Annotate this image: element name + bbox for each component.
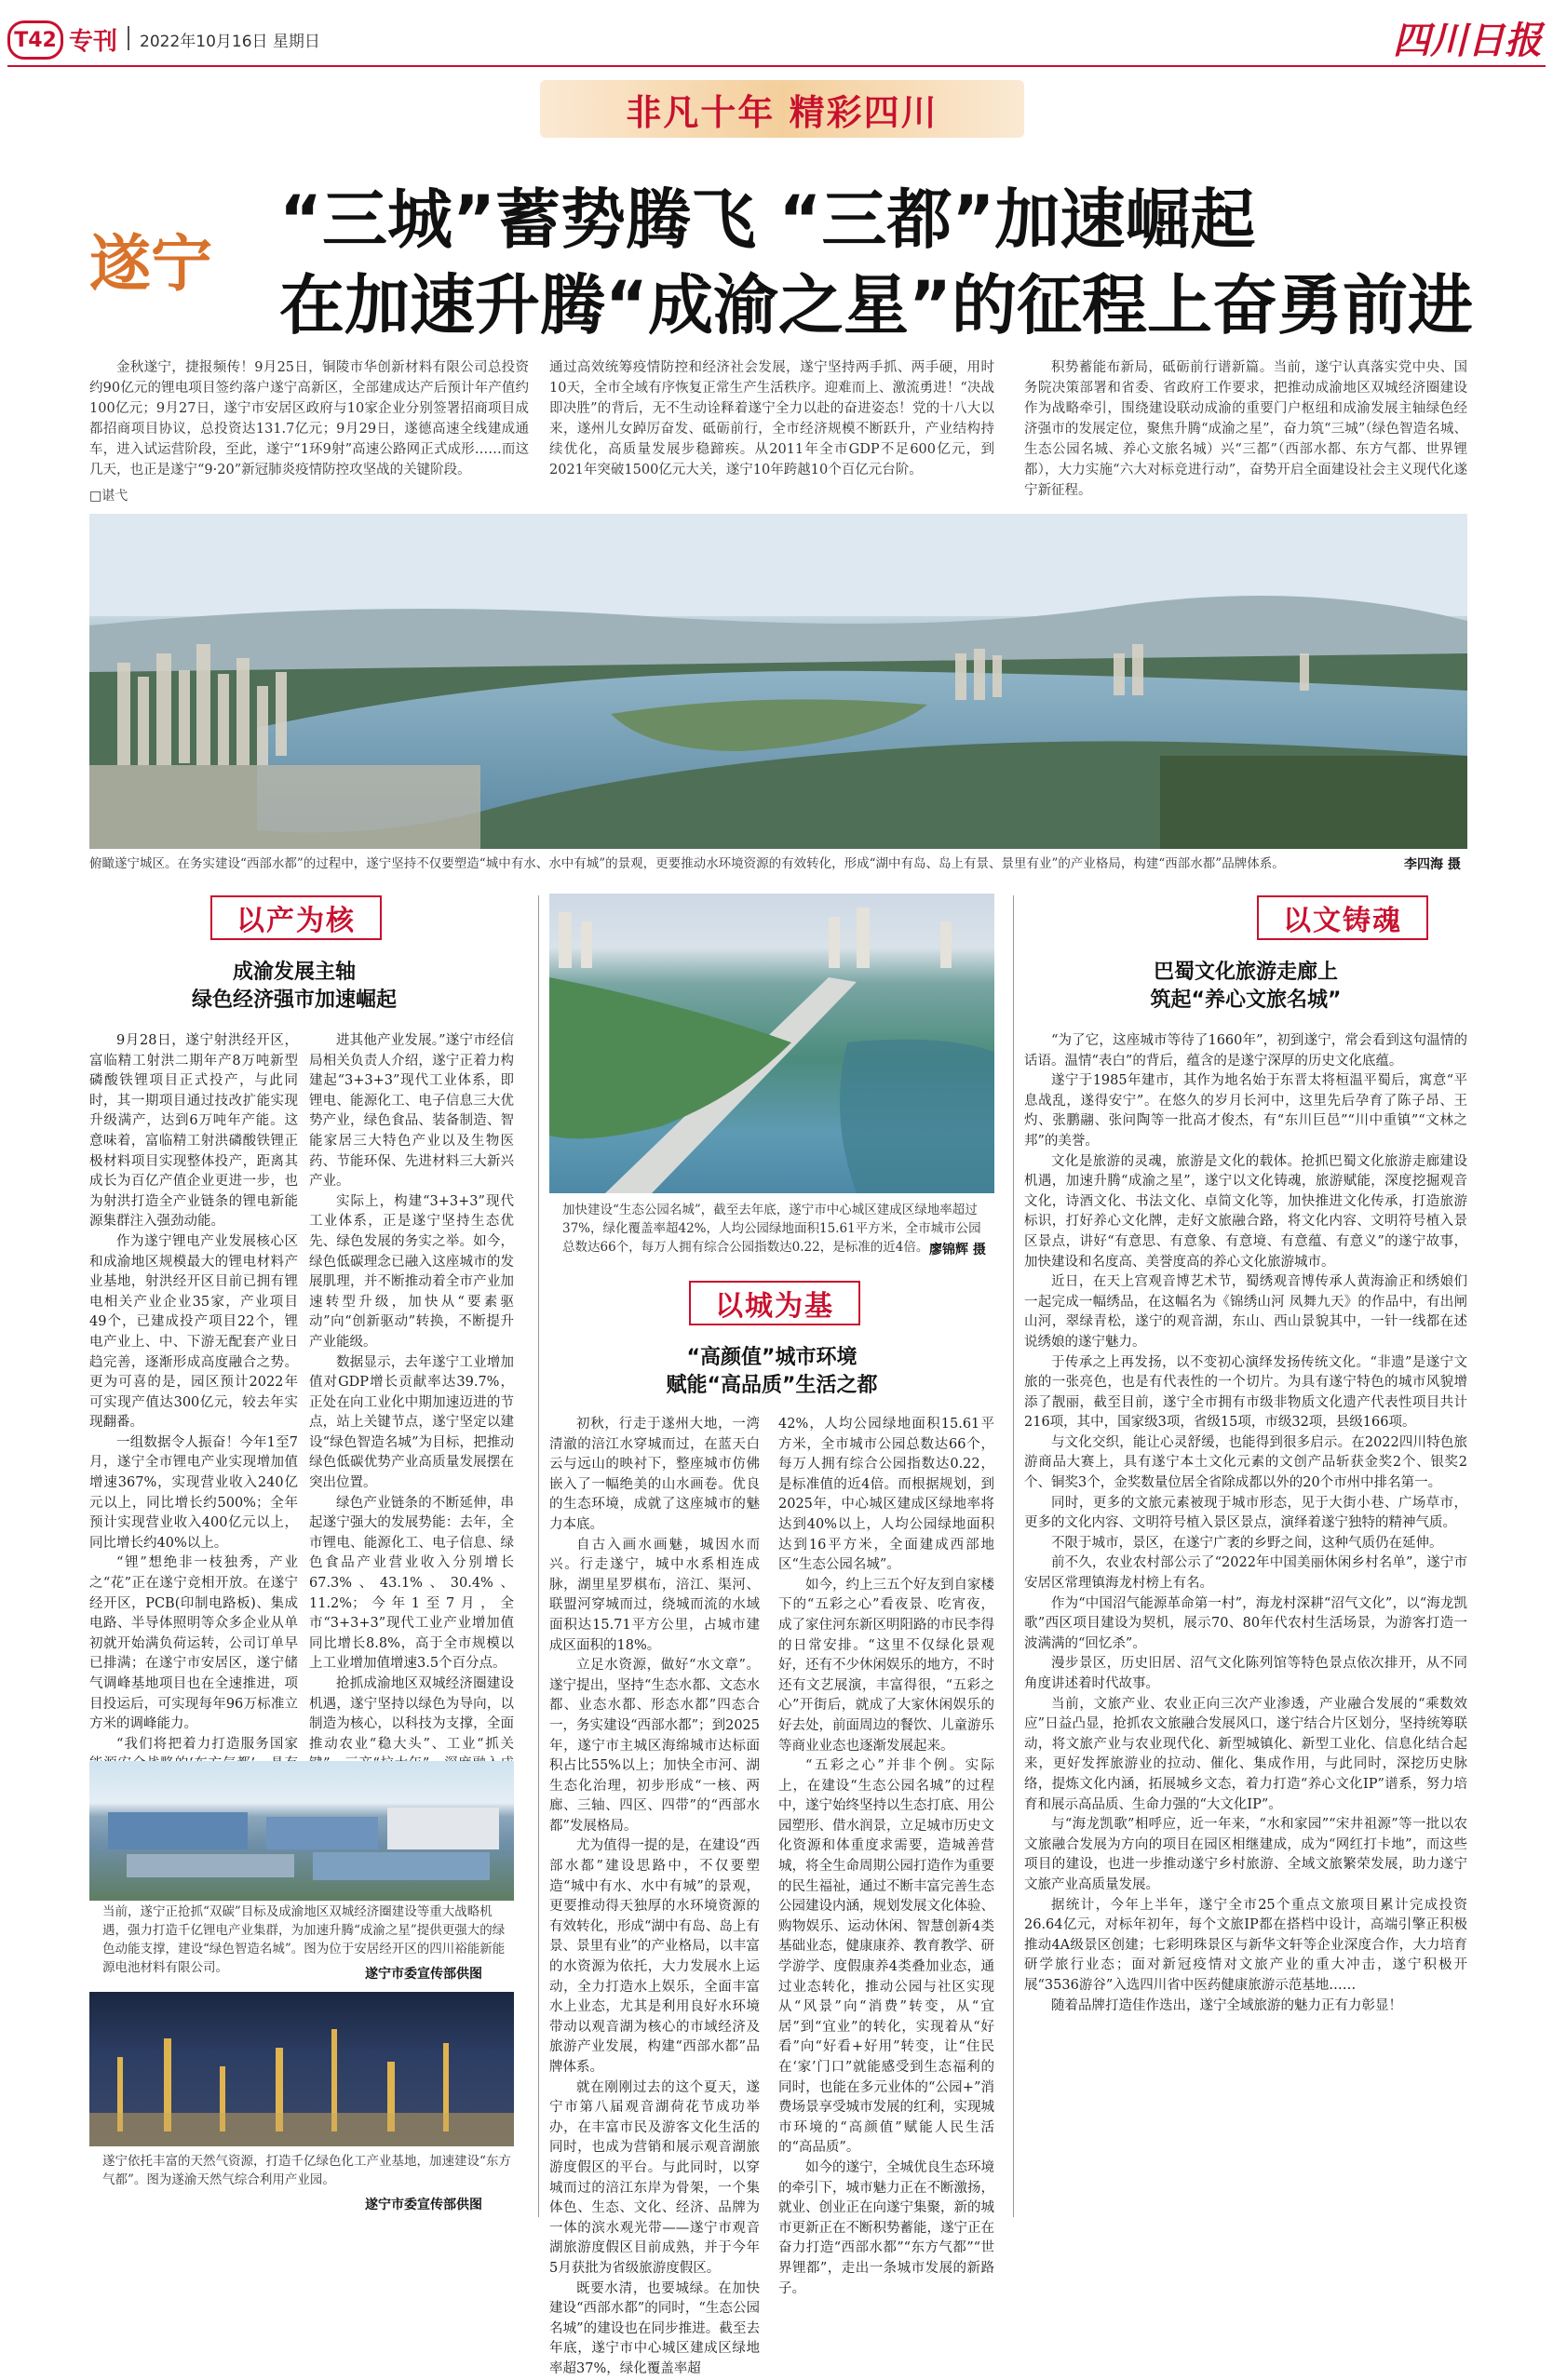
industry-column-1 [89,1031,298,1757]
headline-line-2: 在加速升腾“成渝之星”的征程上奋勇前进 [279,267,1474,343]
section-tag-industry-text: 以产为核 [236,905,356,937]
paragraph: “我们将把着力打造服务国家 [116,1736,298,1752]
city-aerial-illustration [89,514,1467,849]
park-photo-caption: 加快建设“生态公园名城”，截至去年底，遂宁市中心城区建成区绿地率超过37%，绿化覆盖率超42%，人均公园绿地面积15.61平方米，全市城市公园总数达66个，每万人拥有综合公园指数达0.22，是标准的近4倍。 [562,1203,981,1255]
gas-park-illustration [89,1992,514,2146]
paragraph: 据统计，今年上半年，遂宁全市25个重点文旅项目累计完成投资26.64亿元，对标年初年，每个文旅IP都在搭档中设计，高端引擎正积极推动4A级景区创建；七彩明珠景区与新华文轩等企业深度合作，大力培育研学旅行业态；面对新冠疫情对文旅产业的重大冲击，遂宁积极开展“3536游谷”入选四川省中医药健康旅游示范基地…… [1024,1897,1467,1993]
paragraph: 文化是旅游的灵魂，旅游是文化的载体。抢抓巴蜀文化旅游走廊建设机遇，加速升腾“成渝之星”，遂宁以文化铸魂，旅游赋能，深度挖掘观音文化，诗酒文化、书法文化、卓简文化等，加快推进文化传承，打造旅游标识，打好养心文化牌，走好文旅融合路，将文化内容、文明符号植入景区景点，讲好“有意思、有意象、有意境、有意蕴、有意义”的遂宁故事，加快建设和名度高、美誉度高的养心文化旅游城市。 [1024,1153,1467,1270]
section-label: 专刊 [69,28,118,56]
section-tag-culture [1257,895,1428,940]
section-subhead-city [549,1344,994,1400]
header-divider [128,26,129,50]
culture-column [1024,1031,1467,2215]
paragraph: “五彩之心”并非个例。实际上，在建设“生态公园名城”的过程中，遂宁始终坚持以生态打底、用公园塑形、借水润景，立足城市历史文化资源和体重度求需要，造城善营城，将全生命周期公园打造作为重要的民生福祉，通过不断丰富完善生态公园建设内涵，规划发展文化体验、购物娱乐、运动休闲、智慧创新4类基础业态，健康康养、教育教学、研学游学、度假康养4类叠加业态，通过业态转化，推动公园与社区实现从“风景”向“消费”转变，从“宜居”到“宜业”的转化，实现着从“好看”向“好看+好用”转变，让“住民在‘家’门口”就能感受到生态福利的同时，也能在多元业体的“公园+”消费场景享受城市发展的红利，实现城市环境的“高颜值”赋能人民生活的“高品质”。 [778,1758,994,2156]
newspaper-logo: 四川日报 [1393,20,1542,62]
paragraph: 实际上，构建“3+3+3”现代工业体系，正是遂宁坚持生态优先、绿色发展的务实之举。如今，绿色低碳理念已融入这座城市的发展肌理，并不断推动着全市产业加速转型升级，加快从“要素驱动”向“创新驱动”转换，不断提升产业能级。 [309,1193,514,1350]
paragraph: 进其他产业发展。”遂宁市经信局相关负责人介绍，遂宁正着力构建起“3+3+3”现代工业体系，即锂电、能源化工、电子信息三大优势产业，绿色食品、装备制造、智能家居三大特色产业以及生物医药、节能环保、先进材料三大新兴产业。 [309,1033,514,1190]
paragraph: 于传承之上再发扬，以不变初心演绎发扬传统文化。“非遗”是遂宁文旅的一张亮色，也是有代表性的一个切片。为具有遂宁特色的城市风貌增添了靓丽，截至目前，遂宁全市拥有市级非物质文化遗产代表性项目共计216项，其中，国家级3项，省级15项，市级32项，县级166项。 [1024,1354,1467,1431]
paragraph: 作为遂宁锂电产业发展核心区和成渝地区规模最大的锂电材料产业基地，射洪经开区目前已拥有锂电相关产业企业35家，产业项目49个，已建成投产项目22个，锂电产业上、中、下游无配套产业日趋完善，逐渐形成高度融合之势。更为可喜的是，园区预计2022年可实现产值达300亿元，较去年实现翻番。 [89,1233,298,1431]
headline-line-1: “三城”蓄势腾飞 “三都”加速崛起 [279,182,1256,258]
main-photo-credit: 李四海 摄 [1404,857,1461,872]
subhead-line: 绿色经济强市加速崛起 [191,988,397,1012]
column-rule [538,895,539,2217]
paragraph: 抢抓成渝地区双城经济圈建设机遇，遂宁坚持以绿色为导向，以制造为核心，以科技为支撑，全面推动农业“稳大头”、工业“抓关 [309,1676,514,1752]
paragraph: 前不久，农业农村部公示了“2022年中国美丽休闲乡村名单”，遂宁市安居区常理镇海龙村榜上有名。 [1024,1555,1467,1592]
lede-column-2: 通过高效统筹疫情防控和经济社会发展，遂宁坚持两手抓、两手硬，用时10天，全市全域有序恢复正常生产生活秩序。迎难而上、激流勇进！“决战即决胜”的背后，无不生动诠释着遂宁全力以赴的奋进姿态！党的十八大以来，遂州儿女踔厉奋发、砥砺前行，全市经济规模不断跃升，产业结构持续优化，高质量发展步稳蹄疾。从2011年全市GDP不足600亿元，到2021年突破1500亿元大关，遂宁10年跨越10个百亿元台阶。 [549,360,994,477]
column-rule [1013,895,1014,2217]
park-photo-credit: 廖锦辉 摄 [929,1243,986,1257]
lede-column-3: 积势蓄能布新局，砥砺前行谱新篇。当前，遂宁认真落实党中央、国务院决策部署和省委、省政府工作要求，把推动成渝地区双城经济圈建设作为战略牵引，围绕建设联动成渝的重要门户枢纽和成渝发展主轴绿色经济强市的发展定位，聚焦升腾“成渝之星”，奋力筑“三城”（绿色智造名城、生态公园名城、养心文旅名城）兴“三都”（西部水都、东方气都、世界锂都），大力实施“六大对标竞进行动”，奋势开启全面建设社会主义现代化遂宁新征程。 [1024,360,1467,498]
gas-park-photo [89,1992,514,2146]
paragraph: 当前，文旅产业、农业正向三次产业渗透，产业融合发展的“乘数效应”日益凸显，抢抓农文旅融合发展风口，遂宁结合片区划分，坚持统筹联动，将文旅产业与农业现代化、新型城镇化、新型工业化、信息化结合起来，更好发挥旅游业的拉动、催化、集成作用，与此同时，深挖历史脉络，提炼文化内涵，拓展城乡文态，着力打造“养心文化IP”谱系，努力培育和展示高品质、生命力强的“大文化IP”。 [1024,1696,1467,1812]
park-bridge-illustration [549,894,994,1193]
paragraph: 随着品牌打造佳作迭出，遂宁全域旅游的魅力正有力彰显！ [1051,1997,1402,2013]
paragraph: 数据显示，去年遂宁工业增加值对GDP增长贡献率达39.7%，正处在向工业化中期加速迈进的节点，站上关键节点，遂宁坚定以建设“绿色智造名城”为目标，把推动绿色低碳优势产业高质量发展摆在突出位置。 [309,1354,514,1491]
city-column-2 [778,1415,994,2296]
subhead-line: 巴蜀文化旅游走廊上 [1153,961,1338,984]
author-byline: □谌弋 [89,489,128,504]
banner-text: 非凡十年 精彩四川 [626,91,939,133]
section-subhead-industry [89,959,499,1015]
paragraph: 9月28日，遂宁射洪经开区，富临精工射洪二期年产8万吨新型磷酸铁锂项目正式投产，与此同时，其一期项目通过技改扩能实现升级满产，达到6万吨年产能。这意味着，富临精工射洪磷酸铁锂正极材料项目实现整体投产，距离其成长为百亿产值企业更进一步，也为射洪打造全产业链条的锂电新能源集群注入强劲动能。 [89,1033,298,1230]
gas-park-caption: 遂宁依托丰富的天然气资源，打造千亿绿色化工产业基地，加速建设“东方气都”。图为遂渝天然气综合利用产业园。 [102,2154,511,2187]
subhead-line: 筑起“养心文旅名城” [1150,988,1342,1012]
gas-park-credit: 遂宁市委宣传部供图 [365,2198,482,2212]
factory-photo-credit: 遂宁市委宣传部供图 [365,1967,482,1982]
paragraph: 作为“中国沼气能源革命第一村”，海龙村深耕“沼气文化”，以“海龙凯歌”西区项目建设为契机，展示70、80年代农村生活场景，为游客打造一波满满的“回忆杀”。 [1024,1595,1467,1651]
issue-date: 2022年10月16日 星期日 [140,33,320,51]
paragraph: 既要水清，也要城绿。在加快建设“西部水都”的同时，“生态公园名城”的建设也在同步推进。截至去年底，遂宁市中心城区建成区绿地率超37%，绿化覆盖率超 [549,2280,760,2376]
paragraph: 一组数据令人振奋！今年1至7月，遂宁全市锂电产业实现增加值增速367%，实现营业收入240亿元以上，同比增长约500%；全年预计实现营业收入400亿元以上，同比增长约40%以上。 [89,1434,298,1551]
factory-photo-caption: 当前，遂宁正抢抓“双碳”目标及成渝地区双城经济圈建设等重大战略机遇，强力打造千亿锂电产业集群，为加速升腾“成渝之星”提供更强大的绿色动能支撑，建设“绿色智造名城”。图为位于安居经开区的四川裕能新能源电池材料有限公司。 [102,1904,506,1975]
paragraph: 就在刚刚过去的这个夏天，遂宁市第八届观音湖荷花节成功举办，在丰富市民及游客文化生活的同时，也成为营销和展示观音湖旅游度假区的平台。与此同时，以穿城而过的涪江东岸为骨架，一个集体色、生态、文化、经济、品牌为一体的滨水观光带——遂宁市观音湖旅游度假区目前成熟，并于今年5月获批为省级旅游度假区。 [549,2079,760,2276]
paragraph: 如今，约上三五个好友到自家楼下的“五彩之心”看夜景、吃宵夜，成了家住河东新区明阳路的市民李得的日常安排。“这里不仅绿化景观好，还有不少休闲娱乐的地方，不时还有文艺展演，丰富得很，“五彩之心”开街后，就成了大家休闲娱乐的好去处，前面周边的餐饮、儿童游乐等商业业态也逐渐发展起来。 [778,1577,994,1754]
subhead-line: “高颜值”城市环境 [686,1346,858,1369]
place-name: 遂宁 [89,228,212,300]
section-tag-city-text: 以城为基 [715,1290,834,1323]
section-tag-industry [210,895,382,940]
paragraph: “锂”想绝非一枝独秀，产业之“花”正在遂宁竞相开放。在遂宁经开区，PCB(印制电路板)、集成电路、半导体照明等众多企业从单初就开始满负荷运转，公司订单早已排满；在遂宁市安居区，遂宁储气调峰基地项目也在全速推进，项目投运后，可实现每年96万标准立方米的调峰能力。 [89,1555,298,1732]
paragraph: “为了它，这座城市等待了1660年”，初到遂宁，常会看到这句温情的话语。温情“表白”的背后，蕴含的是遂宁深厚的历史文化底蕴。 [1024,1033,1467,1069]
paragraph: 尤为值得一提的是，在建设“西部水都”建设思路中，不仅要塑造“城中有水、水中有城”的景观，更要推动得天独厚的水环境资源的有效转化，形成“湖中有岛、岛上有景、景里有业”的产业格局，以丰富的水资源为依托，大力发展水上运动，全力打造水上娱乐，全面丰富水上业态，尤其是利用良好水环境带动以观音湖为核心的市域经济及旅游产业发展，构建“西部水都”品牌体系。 [549,1838,760,2075]
paragraph: 同时，更多的文旅元素被现于城市形态，见于大街小巷、广场草市，更多的文化内容、文明符号植入景区景点，演绎着遂宁独特的精神气质。 [1024,1495,1467,1531]
page-number-badge: T42 [7,20,63,60]
paragraph: 不限于城市，景区，在遂宁广袤的乡野之间，这种气质仍在延伸。 [1051,1535,1443,1551]
section-subhead-culture [1024,959,1467,1015]
header-rule [7,65,1546,67]
paragraph: 漫步景区，历史旧居、沼气文化陈列馆等特色景点依次排开，从不同角度讲述着时代故事。 [1024,1656,1467,1691]
paragraph: 绿色产业链条的不断延伸，串起遂宁强大的发展势能：去年，全市锂电、能源化工、电子信息、绿色食品产业营业收入分别增长67.3%、43.1%、30.4%、11.2%；今年1至7月，全市“3+3+3”现代工业产业增加值同比增长8.8%，高于全市规模以上工业增加值增速3.5个百分点。 [309,1495,514,1672]
factory-illustration [89,1761,514,1901]
section-tag-culture-text: 以文铸魂 [1283,905,1402,937]
section-tag-city [689,1281,860,1325]
paragraph: 42%，人均公园绿地面积15.61平方米，全市城市公园总数达66个，每万人拥有综合公园指数达0.22，是标准值的近4倍。而根据规划，到2025年，中心城区建成区绿地率将达到40%以上，人均公园绿地面积达到16平方米，全面建成西部地区“生态公园名城”。 [778,1417,994,1573]
paragraph: 立足水资源，做好“水文章”。遂宁提出，坚持“生态水都、文态水都、业态水都、形态水都”四态合一，务实建设“西部水都”；到2025年，遂宁市主城区海绵城市达标面积占比55%以上；加快全市河、湖生态化治理，初步形成“一核、两廊、三轴、四区、四带”的“西部水都”发展格局。 [549,1658,760,1834]
main-photo-caption: 俯瞰遂宁城区。在务实建设“西部水都”的过程中，遂宁坚持不仅要塑造“城中有水、水中有城”的景观，更要推动水环境资源的有效转化，形成“湖中有岛、岛上有景、景里有业”的产业格局，构建“西部水都”品牌体系。 [89,856,1285,871]
paragraph: 自古入画水画魅，城因水而兴。行走遂宁，城中水系相连成脉，湖里星罗棋布，涪江、渠河、联盟河穿城而过，绕城而流的水域面积达15.71平方公里，占城市建成区面积的18%。 [549,1537,760,1653]
subhead-line: 赋能“高品质”生活之都 [666,1374,878,1397]
paragraph: 近日，在天上宫观音博艺术节，蜀绣观音博传承人黄海渝正和绣娘们一起完成一幅绣品，在这幅名为《锦绣山河 凤舞九天》的作品中，有出闸山河，翠绿青松，遂宁的观音湖，东山、西山景貌其中，一针一线都在述说绣娘的遂宁魅力。 [1024,1274,1467,1350]
special-banner [540,80,1024,138]
city-aerial-photo [89,514,1467,849]
factory-photo [89,1761,514,1901]
paragraph: 与文化交织，能让心灵舒缓，也能得到很多启示。在2022四川特色旅游商品大赛上，具有遂宁本土文化元素的文创产品斩获金奖2个、银奖2个、铜奖3个，金奖数量位居全省除成都以外的20个市州中排名第一。 [1024,1434,1467,1491]
park-bridge-photo [549,894,994,1193]
industry-column-2 [309,1031,514,1757]
lede-column-1: 金秋遂宁，捷报频传！9月25日，铜陵市华创新材料有限公司总投资约90亿元的锂电项目签约落户遂宁高新区，全部建成达产后预计年产值约100亿元；9月27日，遂宁市安居区政府与10家企业分别签署招商项目成都招商项目协议，总投资达131.7亿元；9月29日，遂德高速全线建成通车，进入试运营阶段，至此，遂宁“1环9射”高速公路网正式成形……而这几天，也正是遂宁“9·20”新冠肺炎疫情防控攻坚战的关键阶段。 [89,360,529,477]
paragraph: 如今的遂宁，全城优良生态环境的牵引下，城市魅力正在不断激扬，就业、创业正在向遂宁集聚，新的城市更新正在不断积势蓄能，遂宁正在奋力打造“西部水都”“东方气都”“世界锂都”，走出一条城市发展的新路子。 [778,2159,994,2296]
paragraph: 与“海龙凯歌”相呼应，近一年来，“水和家园”“宋井祖源”等一批以农文旅融合发展为方向的项目在园区相继建成，成为“网红打卡地”，而这些项目的建设，也进一步推动遂宁乡村旅游、全域文旅繁荣发展，助力遂宁文旅产业高质量发展。 [1024,1817,1467,1892]
subhead-line: 成渝发展主轴 [232,961,356,984]
paragraph: 初秋，行走于遂州大地，一湾清澈的涪江水穿城而过，在蓝天白云与远山的映衬下，整座城市仿佛嵌入了一幅绝美的山水画卷。优良的生态环境，成就了这座城市的魅力本底。 [549,1417,760,1532]
city-column-1 [549,1415,760,2376]
paragraph: 遂宁于1985年建市，其作为地名始于东晋太将桓温平蜀后，寓意“平息战乱，遂得安宁”。在悠久的岁月长河中，这里先后孕育了陈子昂、王灼、张鹏翮、张问陶等一批高才俊杰，有“东川巨邑”“川中重镇”“文林之邦”的美誉。 [1024,1073,1467,1149]
